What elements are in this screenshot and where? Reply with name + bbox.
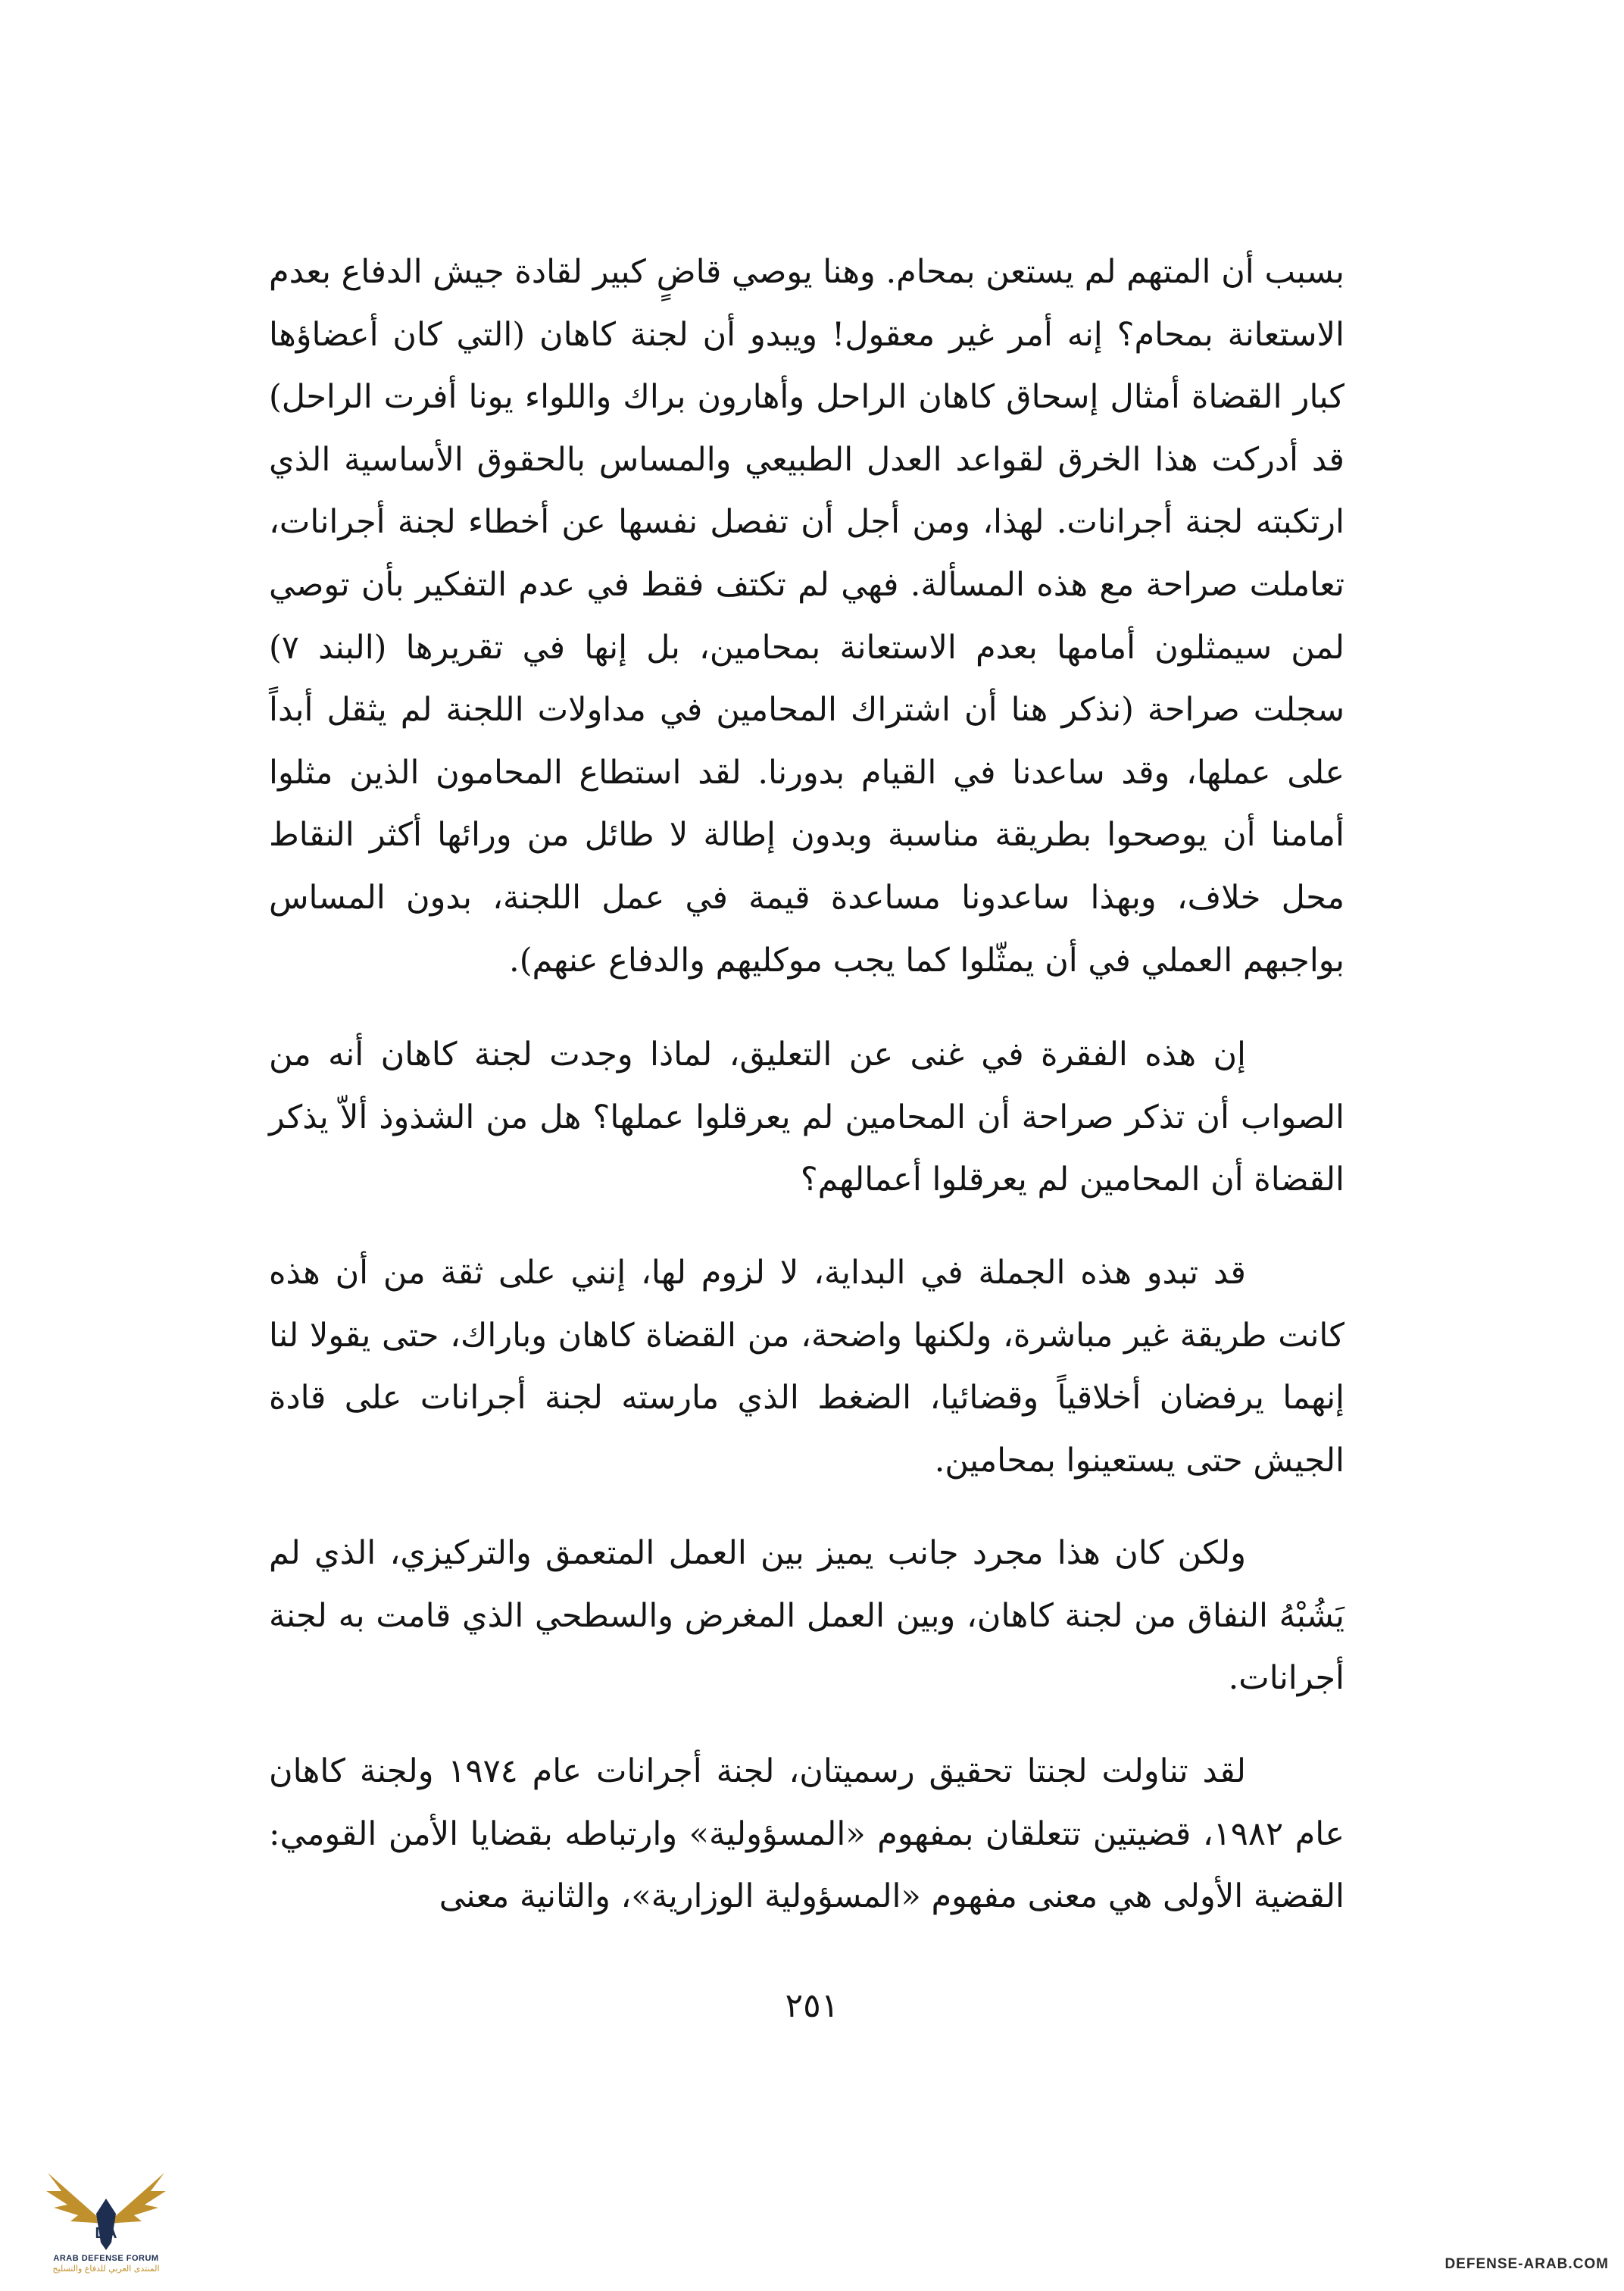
site-watermark: DEFENSE-ARAB.COM — [1444, 2256, 1609, 2272]
paragraph-1: بسبب أن المتهم لم يستعن بمحام. وهنا يوصي قاضٍ كبير لقادة جيش الدفاع بعدم الاستعانة بمحام؟ إنه أمر غير معقول! ويبدو أن لجنة كاهان (التي كان أعضاؤها كبار القضاة أمثال إسحاق كاهان الراحل وأهارون براك واللواء يونا أفرت الراحل) قد أدركت هذا الخرق لقواعد العدل الطبيعي والمساس بالحقوق الأساسية الذي ارتكبته لجنة أجرانات. لهذا، ومن أجل أن تفصل نفسها عن أخطاء لجنة أجرانات، تعاملت صراحة مع هذه المسألة. فهي لم تكتف فقط في عدم التفكير بأن توصي لمن سيمثلون أمامها بعدم الاستعانة بمحامين، بل إنها في تقريرها (البند ٧) سجلت صراحة (نذكر هنا أن اشتراك المحامين في مداولات اللجنة لم يثقل أبداً على عملها، وقد ساعدنا في القيام بدورنا. لقد استطاع المحامون الذين مثلوا أمامنا أن يوصحوا بطريقة مناسبة وبدون إطالة لا طائل من ورائها أكثر النقاط محل خلاف، وبهذا ساعدونا مساعدة قيمة في عمل اللجنة، بدون المساس بواجبهم العملي في أن يمثّلوا كما يجب موكليهم والدفاع عنهم). — [269, 253, 1344, 980]
eagle-icon — [42, 2168, 170, 2253]
paragraph-5: لقد تناولت لجنتا تحقيق رسميتان، لجنة أجرانات عام ١٩٧٤ ولجنة كاهان عام ١٩٨٢، قضيتين تتعلقان بمفهوم «المسؤولية» وارتباطه بقضايا الأمن القومي: القضية الأولى هي معنى مفهوم «المسؤولية الوزارية»، والثانية معنى — [269, 1752, 1344, 1916]
document-body — [269, 241, 1344, 1958]
logo-text-en: ARAB DEFENSE FORUM — [53, 2254, 159, 2263]
paragraph-2: إن هذه الفقرة في غنى عن التعليق، لماذا وجدت لجنة كاهان أنه من الصواب أن تذكر صراحة أن المحامين لم يعرقلوا عملها؟ هل من الشذوذ ألاّ يذكر القضاة أن المحامين لم يعرقلوا أعمالهم؟ — [269, 1036, 1344, 1199]
logo-text-ar: المنتدى العربي للدفاع والتسليح — [52, 2264, 160, 2274]
page-number: ٢٥١ — [785, 1986, 839, 2025]
paragraph-4: ولكن كان هذا مجرد جانب يميز بين العمل المتعمق والتركيزي، الذي لم يَشُبْهُ النفاق من لجنة كاهان، وبين العمل المغرض والسطحي الذي قامت به لجنة أجرانات. — [269, 1534, 1344, 1698]
paragraph-3: قد تبدو هذه الجملة في البداية، لا لزوم لها، إنني على ثقة من أن هذه كانت طريقة غير مباشرة، ولكنها واضحة، من القضاة كاهان وباراك، حتى يقولا لنا إنهما يرفضان أخلاقياً وقضائيا، الضغط الذي مارسته لجنة أجرانات على قادة الجيش حتى يستعينوا بمحامين. — [269, 1253, 1344, 1480]
logo-mark: DA — [95, 2225, 117, 2242]
forum-logo — [30, 2168, 182, 2282]
